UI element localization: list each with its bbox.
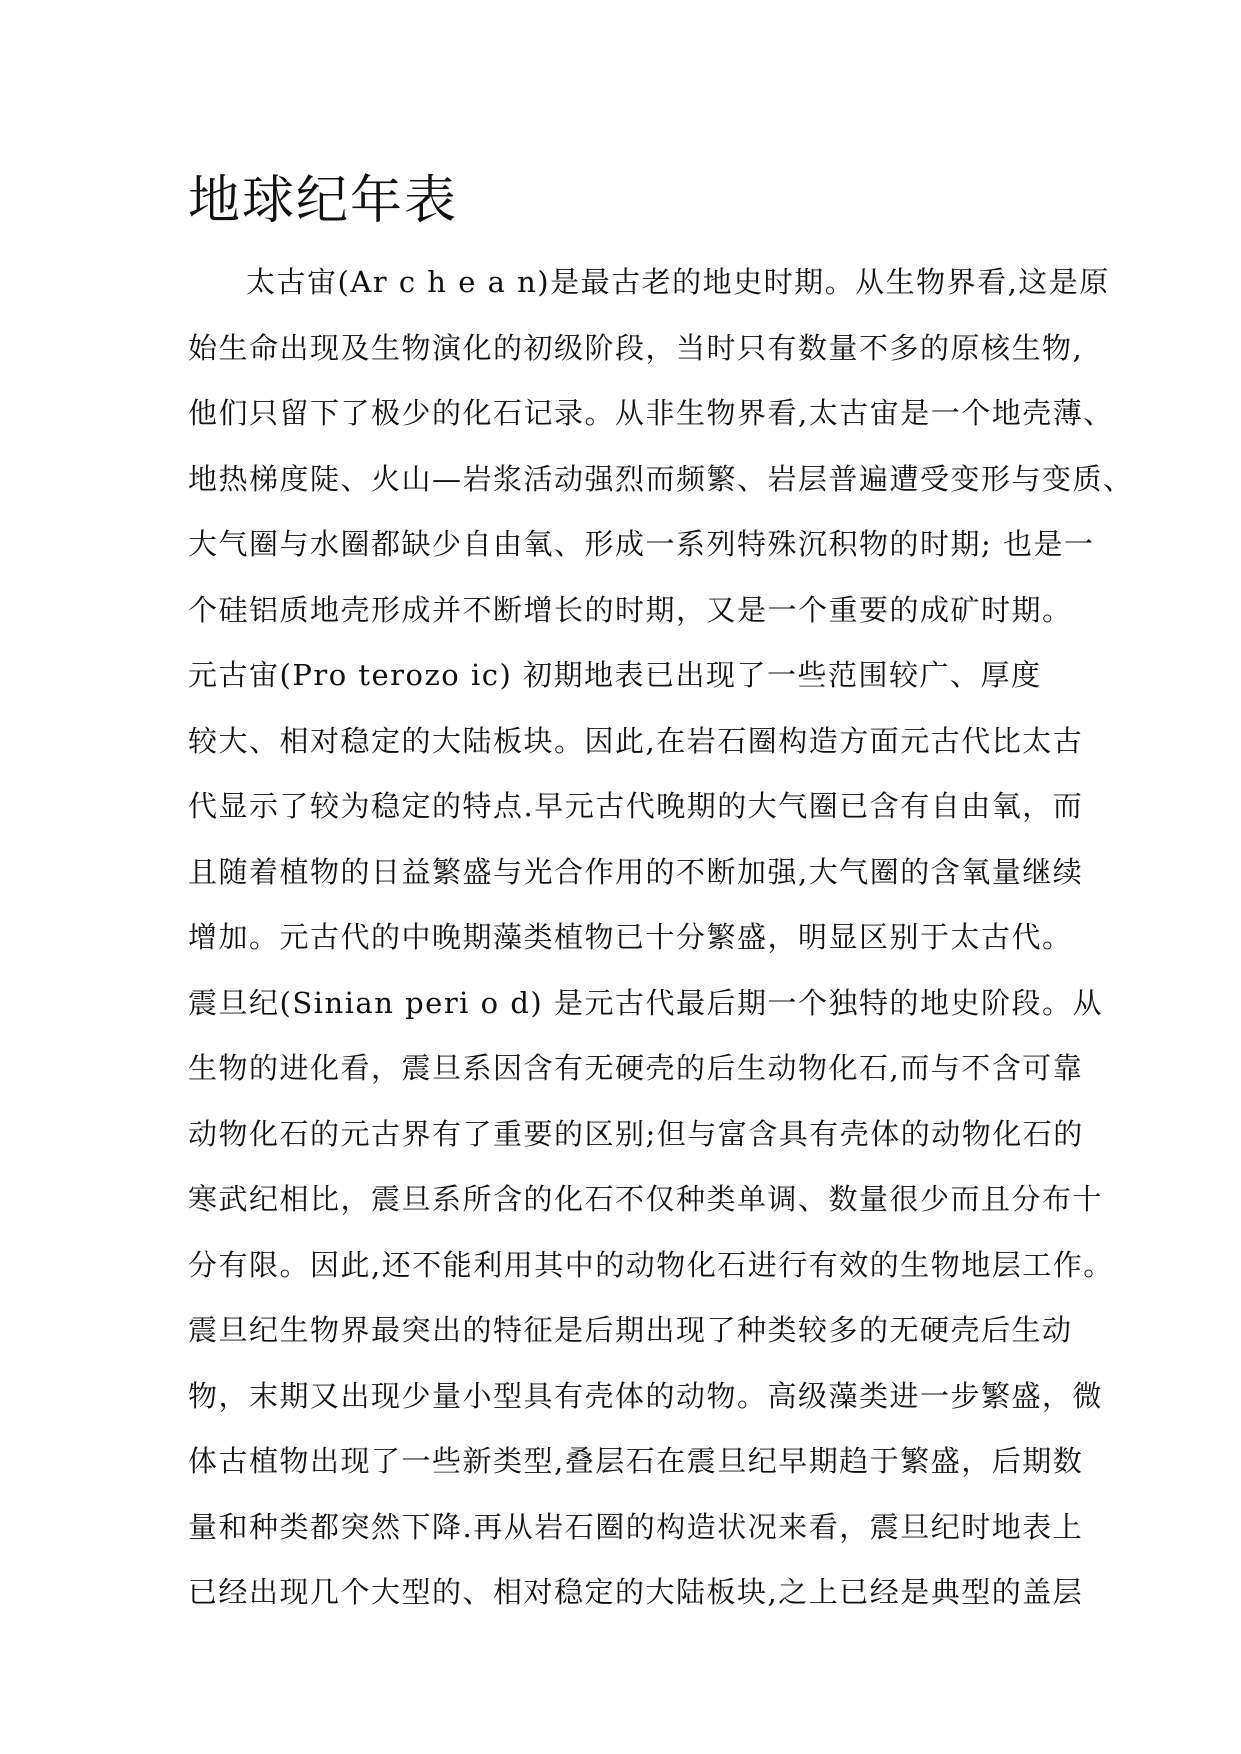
text-line: 物，末期又出现少量小型具有壳体的动物。高级藻类进一步繁盛，微 [188, 1378, 1104, 1413]
text-line: 始生命出现及生物演化的初级阶段，当时只有数量不多的原核生物, [188, 330, 1084, 365]
text-line: 他们只留下了极少的化石记录。从非生物界看,太古宙是一个地壳薄、 [188, 396, 1114, 430]
text-line: 震旦纪(Sinian peri o d) 是元古代最后期一个独特的地史阶段。从 [188, 985, 1103, 1020]
text-line: 震旦纪生物界最突出的特征是后期出现了种类较多的无硬壳后生动 [188, 1313, 1073, 1347]
text-line: 生物的进化看，震旦系因含有无硬壳的后生动物化石,而与不含可靠 [188, 1051, 1084, 1085]
document-title: 地球纪年表 [188, 171, 459, 231]
text-line: 代显示了较为稳定的特点.早元古代晚期的大气圈已含有自由氧，而 [188, 789, 1084, 823]
text-line: 且随着植物的日益繁盛与光合作用的不断加强,大气圈的含氧量继续 [188, 854, 1084, 889]
text-line: 体古植物出现了一些新类型,叠层石在震旦纪早期趋于繁盛，后期数 [188, 1444, 1084, 1478]
text-line: 分有限。因此,还不能利用其中的动物化石进行有效的生物地层工作。 [188, 1247, 1114, 1282]
text-line: 元古宙(Pro terozo ic) 初期地表已出现了一些范围较广、厚度 [188, 658, 1042, 692]
document-body [188, 250, 1134, 1626]
text-line: 太古宙(Ar c h e a n)是最古老的地史时期。从生物界看,这是原 [246, 265, 1110, 299]
text-line: 已经出现几个大型的、相对稳定的大陆板块,之上已经是典型的盖层 [188, 1575, 1084, 1609]
text-line: 个硅铝质地壳形成并不断增长的时期，又是一个重要的成矿时期。 [188, 592, 1073, 627]
text-line: 量和种类都突然下降.再从岩石圈的构造状况来看，震旦纪时地表上 [188, 1509, 1084, 1544]
text-line: 增加。元古代的中晚期藻类植物已十分繁盛，明显区别于太古代。 [188, 920, 1073, 954]
text-line: 较大、相对稳定的大陆板块。因此,在岩石圈构造方面元古代比太古 [188, 723, 1084, 758]
text-line: 寒武纪相比，震旦系所含的化石不仅种类单调、数量很少而且分布十 [188, 1182, 1104, 1216]
text-line: 地热梯度陡、火山—岩浆活动强烈而频繁、岩层普遍遭受变形与变质、 [188, 461, 1134, 496]
text-line: 动物化石的元古界有了重要的区别;但与富含具有壳体的动物化石的 [188, 1116, 1084, 1151]
text-line: 大气圈与水圈都缺少自由氧、形成一系列特殊沉积物的时期; 也是一 [188, 527, 1095, 561]
